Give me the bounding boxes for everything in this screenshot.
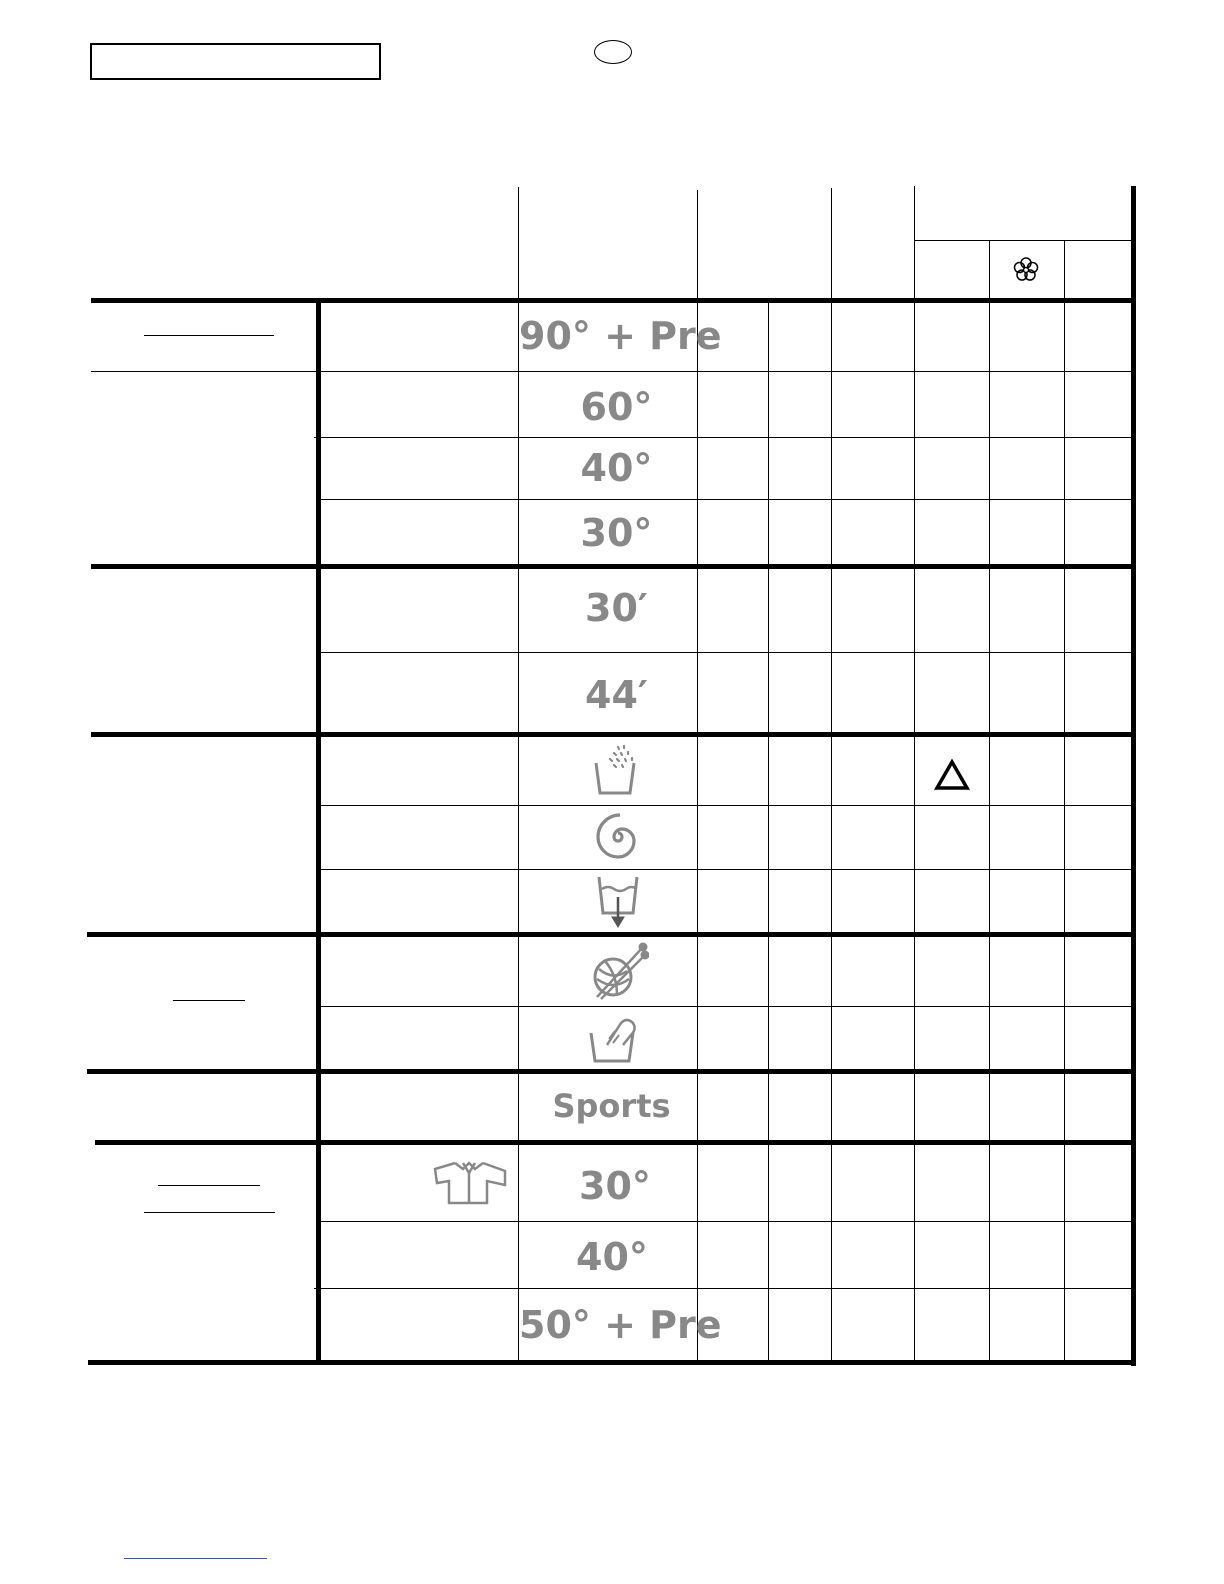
- cycle-label: 30°: [580, 511, 653, 555]
- drain-icon: [588, 872, 648, 932]
- row-line: [318, 1006, 1132, 1007]
- row-line: [318, 1221, 1132, 1222]
- cycle-label: 44′: [585, 673, 648, 717]
- group-divider: [91, 564, 1136, 569]
- underline: [144, 1212, 275, 1213]
- grid-line: [1064, 240, 1065, 1362]
- cycle-label: Sports: [552, 1087, 671, 1125]
- cycle-label: 40°: [576, 1235, 648, 1279]
- shirt-icon: [430, 1158, 510, 1208]
- underline: [173, 1000, 245, 1001]
- language-badge: [594, 40, 632, 64]
- group-divider: [95, 1140, 1136, 1145]
- group-divider: [87, 1069, 1136, 1074]
- group-divider: [87, 932, 1136, 937]
- flower-icon: [1008, 254, 1044, 286]
- cycle-label: 60°: [580, 385, 653, 429]
- grid-line: [914, 240, 1132, 241]
- cycle-label: 50° + Pre: [519, 1303, 722, 1347]
- cycle-label: 40°: [580, 446, 653, 490]
- row-line: [91, 371, 1132, 372]
- handwash-icon: [582, 1010, 644, 1066]
- underline: [158, 1185, 260, 1186]
- row-line: [318, 805, 1132, 806]
- row-line: [314, 1288, 1132, 1289]
- spin-icon: [588, 808, 648, 866]
- table-border: [1131, 186, 1136, 1366]
- grid-line: [989, 240, 990, 1362]
- grid-line: [914, 186, 915, 1362]
- row-line: [314, 437, 1132, 438]
- underline: [144, 335, 274, 336]
- row-line: [318, 499, 1132, 500]
- footer-underline: [124, 1558, 267, 1559]
- cycle-label: 30°: [579, 1164, 651, 1208]
- cycle-label: 90° + Pre: [519, 314, 722, 358]
- grid-line: [768, 301, 769, 1362]
- header-box: [90, 43, 381, 80]
- row-line: [318, 869, 1132, 870]
- triangle-icon: [930, 755, 974, 795]
- group-divider: [88, 1360, 1136, 1365]
- row-line: [318, 652, 1132, 653]
- group-divider: [91, 298, 1136, 303]
- table-border: [316, 301, 321, 1363]
- cycle-label: 30′: [585, 586, 648, 630]
- grid-line: [831, 188, 832, 1362]
- wool-icon: [585, 940, 651, 1002]
- group-divider: [91, 732, 1136, 737]
- rinse-icon: [580, 742, 650, 798]
